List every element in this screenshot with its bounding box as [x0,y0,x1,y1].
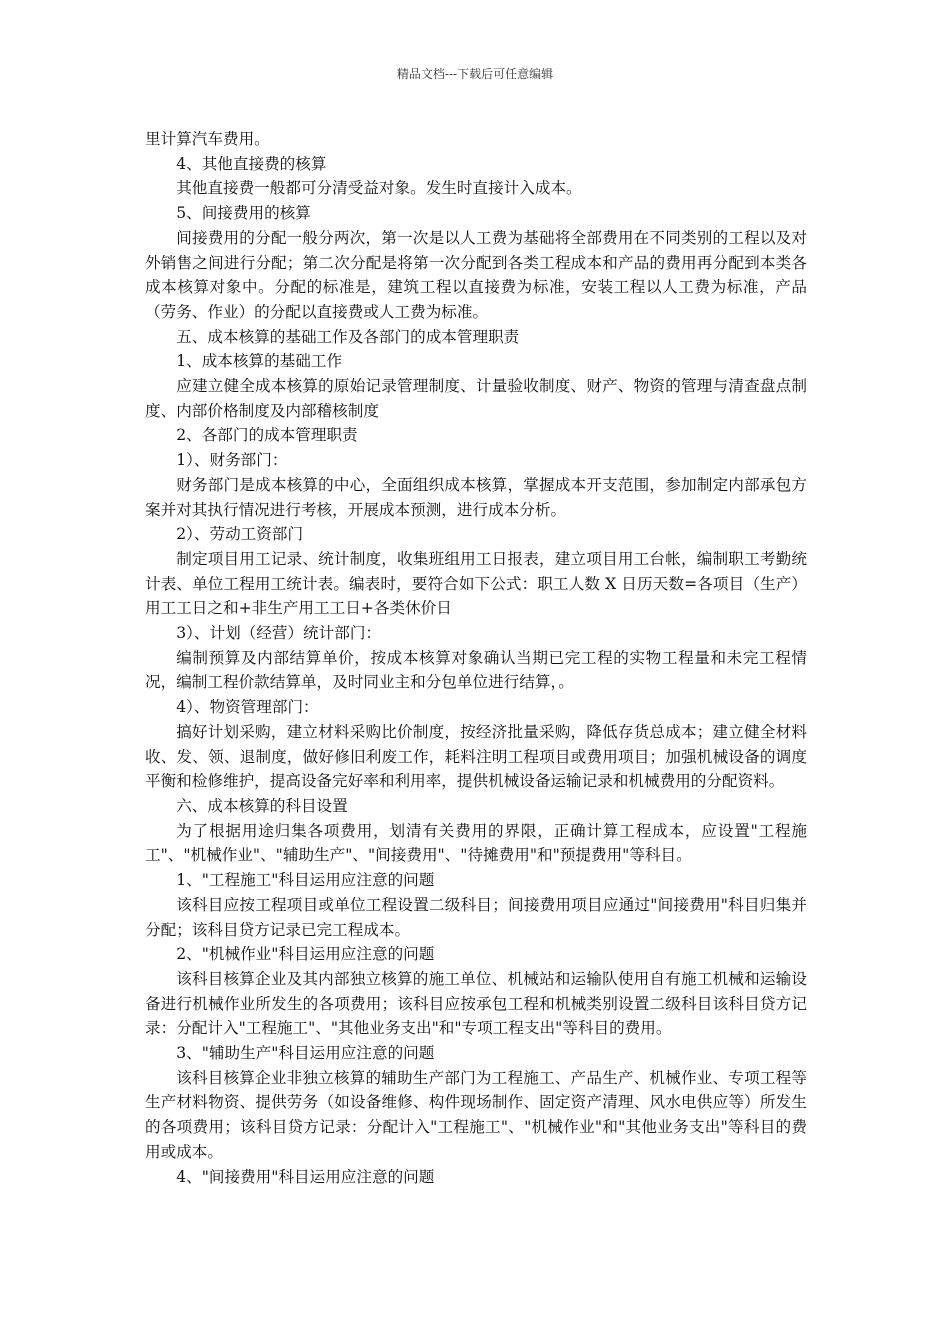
paragraph: 该科目核算企业及其内部独立核算的施工单位、机械站和运输队使用自有施工机械和运输设备进行机械作业所发生的各项费用；该科目应按承包工程和机械类别设置二级科目该科目贷方记录：分配计入"工程施工"、"其他业务支出"和"专项工程支出"等科目的费用。 [145,969,807,1038]
section-heading: 1、"工程施工"科目运用应注意的问题 [176,871,435,890]
subsection-heading: 3）、计划（经营）统计部门： [176,624,382,643]
document-body [145,127,807,1189]
subsection-heading: 4）、物资管理部门： [176,698,319,717]
chapter-heading: 五、成本核算的基础工作及各部门的成本管理职责 [176,327,520,346]
paragraph: 应建立健全成本核算的原始记录管理制度、计量验收制度、财产、物资的管理与清查盘点制度、内部价格制度及内部稽核制度 [145,377,807,420]
chapter-heading: 六、成本核算的科目设置 [176,796,348,815]
page-header: 精品文档---下载后可任意编辑 [396,67,554,81]
paragraph: 为了根据用途归集各项费用，划清有关费用的界限，正确计算工程成本，应设置"工程施工"、"机械作业"、"辅助生产"、"间接费用"、"待摊费用"和"预提费用"等科目。 [145,821,807,865]
section-heading: 5、间接费用的核算 [176,204,311,223]
paragraph: 里计算汽车费用。 [145,130,270,148]
paragraph: 其他直接费一般都可分清受益对象。发生时直接计入成本。 [176,179,582,198]
paragraph: 该科目核算企业非独立核算的辅助生产部门为工程施工、产品生产、机械作业、专项工程等生产材料物资、提供劳务（如设备维修、构件现场制作、固定资产清理、风水电供应等）所发生的各项费用；该科目贷方记录：分配计入"工程施工"、"机械作业"和"其他业务支出"等科目的费用或成本。 [145,1068,807,1161]
paragraph: 编制预算及内部结算单价，按成本核算对象确认当期已完工程的实物工程量和未完工程情况，编制工程价款结算单，及时同业主和分包单位进行结算，。 [145,648,807,692]
subsection-heading: 1）、财务部门： [176,451,288,470]
paragraph: 制定项目用工记录、统计制度，收集班组用工日报表，建立项目用工台帐，编制职工考勤统计表、单位工程用工统计表。编表时，要符合如下公式：职工人数 X 日历天数=各项目（生产）用工工日之和+非生产用工工日+各类休价日 [145,549,807,618]
section-heading: 1、成本核算的基础工作 [176,352,343,371]
paragraph: 财务部门是成本核算的中心，全面组织成本核算，掌握成本开支范围，参加制定内部承包方案并对其执行情况进行考核，开展成本预测，进行成本分析。 [145,475,807,519]
section-heading: 3、"辅助生产"科目运用应注意的问题 [176,1044,435,1063]
subsection-heading: 2）、劳动工资部门 [176,525,304,544]
paragraph: 搞好计划采购，建立材料采购比价制度，按经济批量采购，降低存货总成本；建立健全材料收、发、领、退制度，做好修旧利废工作，耗料注明工程项目或费用项目；加强机械设备的调度平衡和检修维护，提高设备完好率和利用率，提供机械设备运输记录和机械费用的分配资料。 [145,722,807,791]
paragraph: 间接费用的分配一般分两次，第一次是以人工费为基础将全部费用在不同类别的工程以及对外销售之间进行分配；第二次分配是将第一次分配到各类工程成本和产品的费用再分配到本类各成本核算对象中。分配的标准是，建筑工程以直接费为标准，安装工程以人工费为标准，产品（劳务、作业）的分配以直接费或人工费为标准。 [145,228,807,321]
section-heading: 4、"间接费用"科目运用应注意的问题 [176,1167,435,1186]
paragraph: 该科目应按工程项目或单位工程设置二级科目；间接费用项目应通过"间接费用"科目归集并分配；该科目贷方记录已完工程成本。 [145,895,807,939]
section-heading: 2、各部门的成本管理职责 [176,426,358,445]
section-heading: 2、"机械作业"科目运用应注意的问题 [176,945,435,964]
section-heading: 4、其他直接费的核算 [176,154,327,173]
